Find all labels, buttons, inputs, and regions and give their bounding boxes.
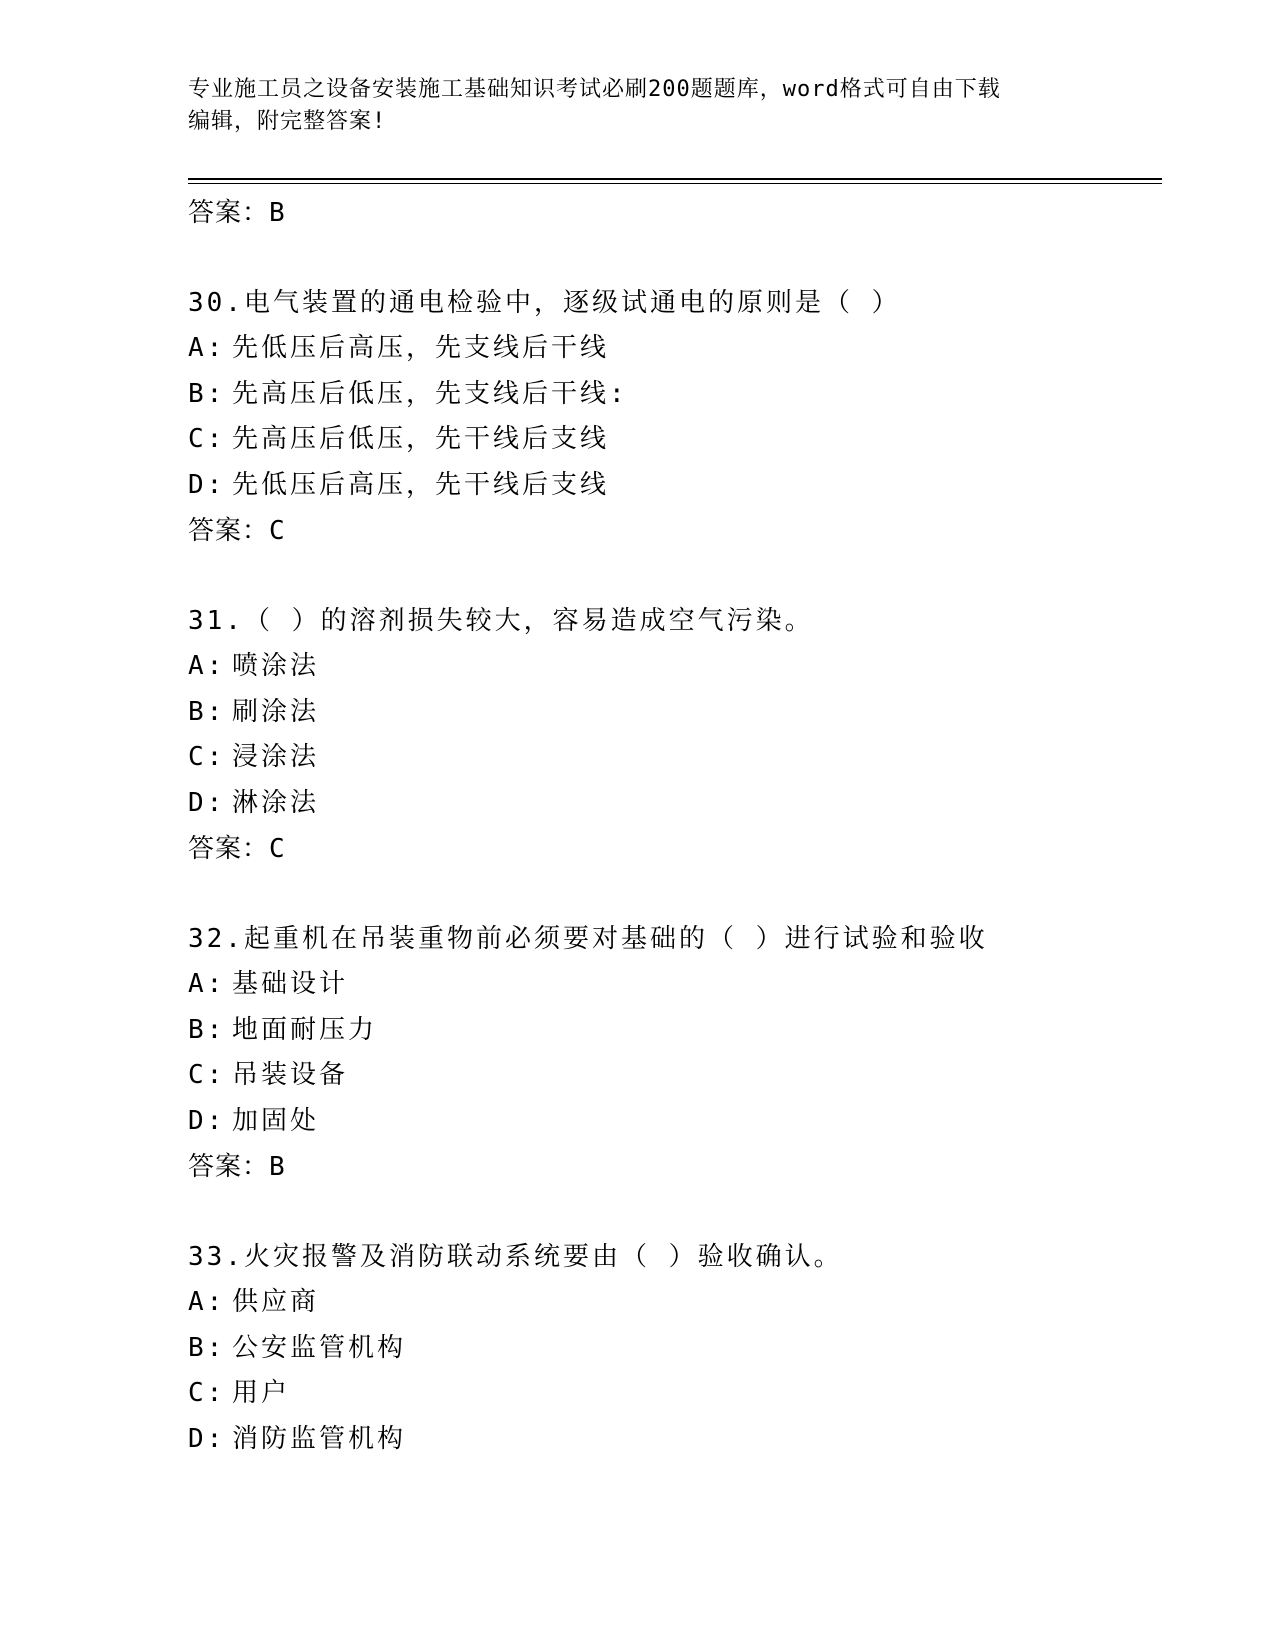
option-text: 地面耐压力: [232, 1014, 378, 1045]
option-key: B:: [188, 1014, 226, 1045]
option-key: A:: [188, 651, 226, 681]
option-text: 先高压后低压，先干线后支线: [232, 424, 610, 454]
option-text: 公安监管机构: [232, 1332, 407, 1363]
option-b: [188, 1008, 1162, 1054]
option-c: [188, 735, 1162, 781]
option-key: B:: [188, 1332, 226, 1363]
option-key: D:: [188, 787, 226, 818]
answer-line: 答案：B: [188, 198, 286, 228]
header-line-1: 专业施工员之设备安装施工基础知识考试必刷200题题库，word格式可自由下载: [188, 77, 1001, 102]
option-c: [188, 1371, 1162, 1417]
option-key: A:: [188, 1287, 226, 1317]
question-stem: 33.火灾报警及消防联动系统要由（ ）验收确认。: [188, 1242, 843, 1272]
option-key: C:: [188, 424, 226, 454]
option-d: [188, 1099, 1162, 1145]
question-30: [188, 280, 1162, 554]
question-33: [188, 1234, 1162, 1462]
option-key: D:: [188, 1423, 226, 1454]
option-text: 喷涂法: [232, 651, 320, 681]
option-key: C:: [188, 1060, 226, 1090]
question-stem: 31.（ ）的溶剂损失较大，容易造成空气污染。: [188, 606, 814, 636]
option-text: 消防监管机构: [232, 1423, 407, 1454]
option-text: 基础设计: [232, 969, 349, 999]
option-text: 加固处: [232, 1105, 320, 1136]
option-key: D:: [188, 1105, 226, 1136]
answer-line: 答案：C: [188, 516, 286, 546]
question-stem: 32.起重机在吊装重物前必须要对基础的（ ）进行试验和验收: [188, 924, 988, 954]
answer-line: 答案：B: [188, 1152, 286, 1182]
option-key: B:: [188, 696, 226, 727]
option-a: [188, 644, 1162, 690]
header-divider: [188, 178, 1162, 184]
option-b: [188, 372, 1162, 418]
question-32: [188, 916, 1162, 1190]
option-c: [188, 417, 1162, 463]
option-a: [188, 962, 1162, 1008]
option-a: [188, 326, 1162, 372]
question-31: [188, 598, 1162, 872]
option-key: C:: [188, 742, 226, 772]
option-key: A:: [188, 969, 226, 999]
option-key: C:: [188, 1378, 226, 1408]
option-d: [188, 463, 1162, 509]
option-text: 刷涂法: [232, 696, 320, 727]
option-b: [188, 690, 1162, 736]
option-key: A:: [188, 333, 226, 363]
option-text: 浸涂法: [232, 742, 320, 772]
answer-line: 答案：C: [188, 834, 286, 864]
option-text: 先低压后高压，先干线后支线: [232, 469, 610, 500]
option-text: 淋涂法: [232, 787, 320, 818]
option-c: [188, 1053, 1162, 1099]
header-line-2: 编辑，附完整答案!: [188, 109, 387, 134]
option-text: 先高压后低压，先支线后干线:: [232, 378, 628, 409]
question-stem: 30.电气装置的通电检验中，逐级试通电的原则是（ ）: [188, 288, 901, 318]
option-d: [188, 781, 1162, 827]
option-a: [188, 1280, 1162, 1326]
option-text: 供应商: [232, 1287, 320, 1317]
option-key: B:: [188, 378, 226, 409]
document-header: [188, 74, 1088, 138]
option-key: D:: [188, 469, 226, 500]
question-list: [188, 190, 1162, 1462]
option-text: 先低压后高压，先支线后干线: [232, 333, 610, 363]
option-d: [188, 1417, 1162, 1463]
option-text: 用户: [232, 1378, 291, 1408]
option-text: 吊装设备: [232, 1060, 349, 1090]
option-b: [188, 1326, 1162, 1372]
